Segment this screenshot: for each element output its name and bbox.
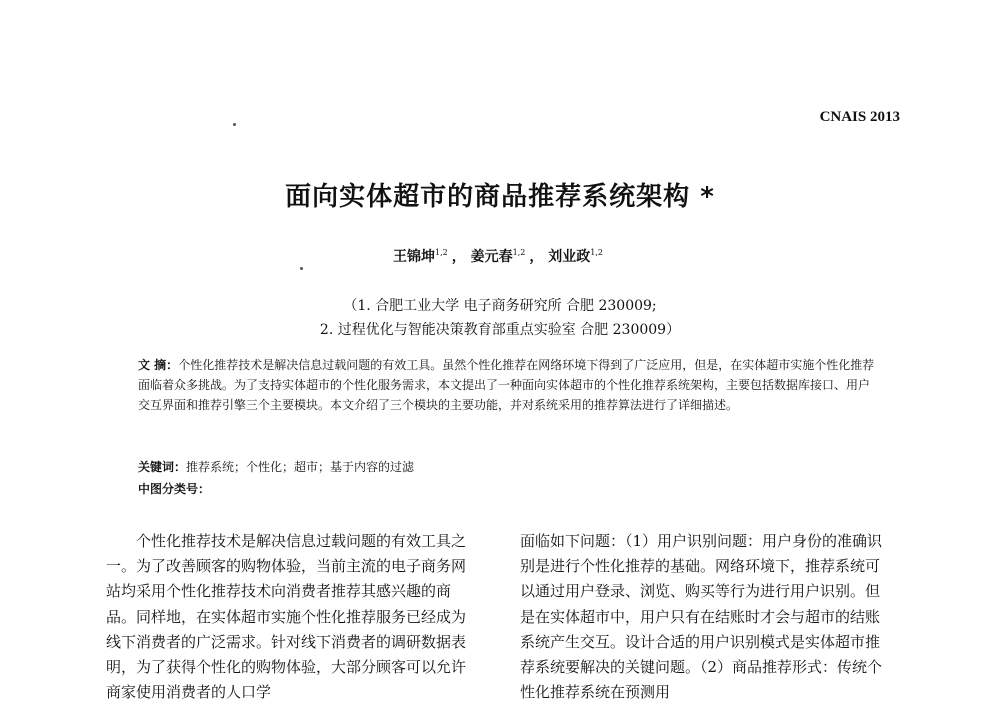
keywords-text: 推荐系统；个性化；超市；基于内容的过滤 <box>186 460 415 474</box>
abstract-label: 文 摘： <box>138 358 179 372</box>
keywords-label: 关键词： <box>138 460 187 474</box>
paper-title: 面向实体超市的商品推荐系统架构 * <box>285 182 715 212</box>
author-affiliation-mark: 1,2 <box>512 248 526 257</box>
body-column-left <box>106 529 480 705</box>
author-name: 王锦坤 <box>393 249 436 265</box>
body-paragraph: 面临如下问题：（1）用户识别问题：用户身份的准确识别是进行个性化推荐的基础。网络环境下，推荐系统可以通过用户登录、浏览、购买等行为进行用户识别。但是在实体超市中，用户只有在结账时才会与超市的结账系统产生交互。设计合适的用户识别模式是实体超市推荐系统要解决的关键问题。（2）商品推荐形式：传统个性化推荐系统在预测用 <box>520 532 883 702</box>
abstract <box>138 355 878 415</box>
author-list: 王锦坤$^{1,2}$ ， 姜元春$^{1,2}$ ， 刘业政$^{1,2}$ <box>393 248 603 265</box>
clc-number <box>138 479 878 499</box>
author-name: 刘业政 <box>548 249 591 265</box>
scan-dot <box>300 267 303 270</box>
abstract-text: 个性化推荐技术是解决信息过载问题的有效工具。虽然个性化推荐在网络环境下得到了广泛应用，但是，在实体超市实施个性化推荐面临着众多挑战。为了支持实体超市的个性化服务需求，本文提出了一种面向实体超市的个性化推荐系统架构，主要包括数据库接口、用户交互界面和推荐引擎三个主要模块。本文介绍了三个模块的主要功能，并对系统采用的推荐算法进行了详细描述。 <box>138 358 875 412</box>
author-affiliation-mark: 1,2 <box>590 248 603 257</box>
conference-header: CNAIS 2013 <box>819 109 900 125</box>
affiliation-line: 2. 过程优化与智能决策教育部重点实验室 合肥 230009） <box>319 322 681 338</box>
body-paragraph: 个性化推荐技术是解决信息过载问题的有效工具之一。为了改善顾客的购物体验，当前主流的电子商务网站均采用个性化推荐技术向消费者推荐其感兴趣的商品。同样地，在实体超市实施个性化推荐服务已经成为线下消费者的广泛需求。针对线下消费者的调研数据表明，为了获得个性化的购物体验，大部分顾客可以允许商家使用消费者的人口学 <box>106 532 467 702</box>
author-name: 姜元春 <box>470 249 513 265</box>
keywords <box>138 457 878 477</box>
clc-label: 中图分类号： <box>138 482 211 496</box>
scan-dot <box>233 123 236 126</box>
author-affiliation-mark: 1,2 <box>435 248 448 257</box>
affiliation-line: （1. 合肥工业大学 电子商务研究所 合肥 230009; <box>343 298 657 314</box>
body-column-right <box>520 529 894 705</box>
